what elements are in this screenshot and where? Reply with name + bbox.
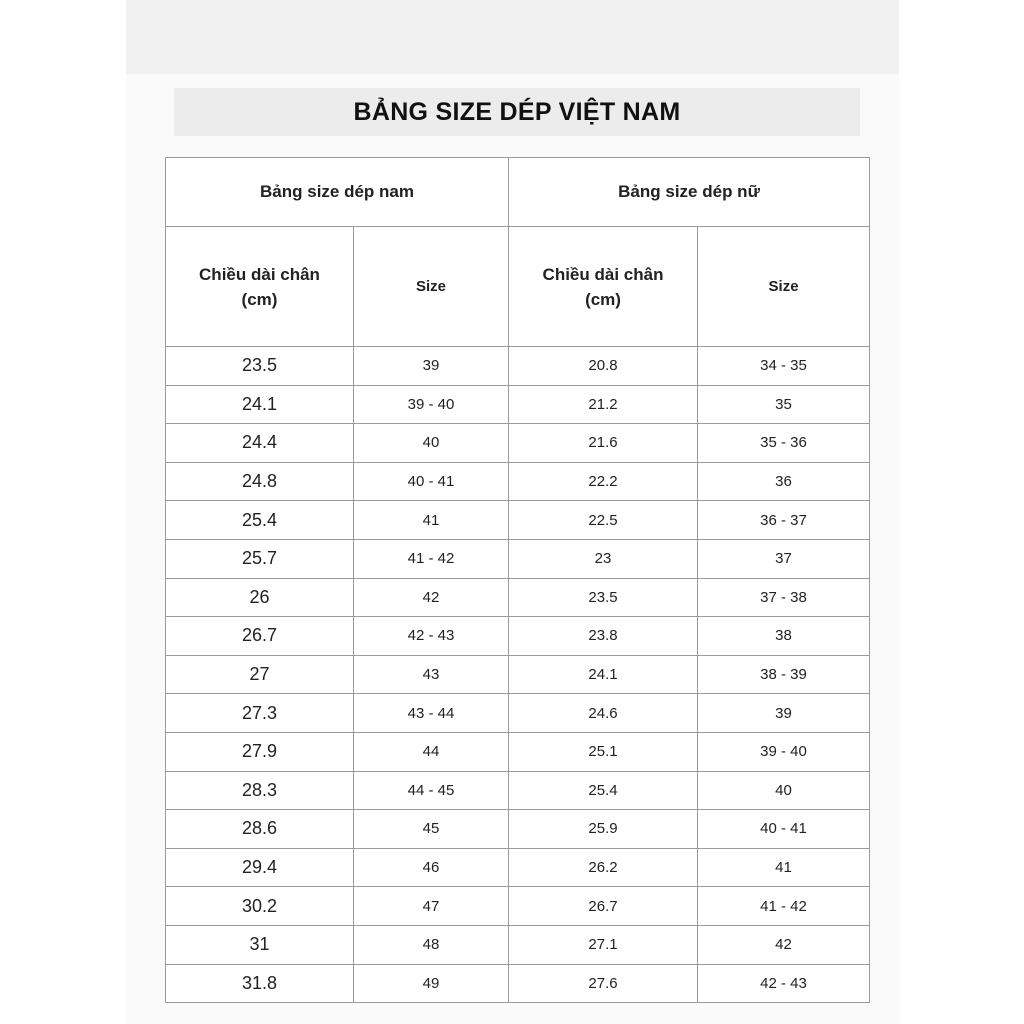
women-length-cell: 27.6 <box>509 964 698 1003</box>
women-length-header <box>509 227 698 347</box>
table-row <box>166 578 870 617</box>
top-band <box>126 0 899 74</box>
men-length-cell: 26 <box>166 578 354 617</box>
women-group-header: Bảng size dép nữ <box>509 158 870 227</box>
men-size-cell: 41 - 42 <box>354 539 509 578</box>
women-size-cell: 36 <box>698 462 870 501</box>
title-bar <box>174 88 860 136</box>
table-row <box>166 501 870 540</box>
men-size-cell: 40 <box>354 424 509 463</box>
table-row <box>166 462 870 501</box>
table-row <box>166 424 870 463</box>
table-row <box>166 655 870 694</box>
women-size-cell: 38 - 39 <box>698 655 870 694</box>
women-length-cell: 21.6 <box>509 424 698 463</box>
women-size-cell: 41 - 42 <box>698 887 870 926</box>
table-body <box>166 347 870 1003</box>
men-length-cell: 31 <box>166 925 354 964</box>
women-length-cell: 23 <box>509 539 698 578</box>
men-length-cell: 25.4 <box>166 501 354 540</box>
men-size-header: Size <box>354 227 509 347</box>
column-header-row <box>166 227 870 347</box>
women-length-cell: 24.1 <box>509 655 698 694</box>
women-size-cell: 40 - 41 <box>698 810 870 849</box>
women-size-cell: 39 - 40 <box>698 732 870 771</box>
men-size-cell: 42 <box>354 578 509 617</box>
men-length-cell: 28.6 <box>166 810 354 849</box>
men-length-cell: 26.7 <box>166 617 354 656</box>
table-row <box>166 848 870 887</box>
table-row <box>166 925 870 964</box>
men-size-cell: 44 <box>354 732 509 771</box>
women-length-cell: 22.5 <box>509 501 698 540</box>
table-row <box>166 694 870 733</box>
table-row <box>166 617 870 656</box>
men-size-cell: 42 - 43 <box>354 617 509 656</box>
women-size-cell: 36 - 37 <box>698 501 870 540</box>
women-length-cell: 25.4 <box>509 771 698 810</box>
document-page <box>126 0 899 1024</box>
table-row <box>166 964 870 1003</box>
men-size-cell: 43 - 44 <box>354 694 509 733</box>
length-header-line1: Chiều dài chân <box>199 264 320 284</box>
table-row <box>166 385 870 424</box>
group-header-row <box>166 158 870 227</box>
men-length-cell: 30.2 <box>166 887 354 926</box>
men-size-cell: 39 - 40 <box>354 385 509 424</box>
men-length-cell: 24.1 <box>166 385 354 424</box>
men-size-cell: 48 <box>354 925 509 964</box>
women-length-cell: 22.2 <box>509 462 698 501</box>
men-size-cell: 40 - 41 <box>354 462 509 501</box>
women-size-cell: 34 - 35 <box>698 347 870 386</box>
table-row <box>166 887 870 926</box>
women-size-cell: 42 <box>698 925 870 964</box>
men-length-cell: 29.4 <box>166 848 354 887</box>
women-size-cell: 39 <box>698 694 870 733</box>
men-size-cell: 39 <box>354 347 509 386</box>
women-size-cell: 35 <box>698 385 870 424</box>
men-length-cell: 27.9 <box>166 732 354 771</box>
women-length-cell: 25.9 <box>509 810 698 849</box>
men-size-cell: 46 <box>354 848 509 887</box>
men-length-cell: 24.4 <box>166 424 354 463</box>
women-length-cell: 26.2 <box>509 848 698 887</box>
men-size-cell: 45 <box>354 810 509 849</box>
men-length-cell: 25.7 <box>166 539 354 578</box>
men-size-cell: 47 <box>354 887 509 926</box>
women-length-cell: 23.8 <box>509 617 698 656</box>
women-size-cell: 37 - 38 <box>698 578 870 617</box>
men-size-cell: 44 - 45 <box>354 771 509 810</box>
men-length-cell: 27.3 <box>166 694 354 733</box>
men-length-cell: 28.3 <box>166 771 354 810</box>
women-length-cell: 20.8 <box>509 347 698 386</box>
table-row <box>166 347 870 386</box>
men-length-cell: 23.5 <box>166 347 354 386</box>
men-length-header <box>166 227 354 347</box>
women-size-cell: 37 <box>698 539 870 578</box>
women-size-cell: 40 <box>698 771 870 810</box>
men-size-cell: 43 <box>354 655 509 694</box>
length-header-line2: (cm) <box>585 289 621 309</box>
women-length-cell: 27.1 <box>509 925 698 964</box>
men-size-cell: 41 <box>354 501 509 540</box>
women-size-cell: 42 - 43 <box>698 964 870 1003</box>
table-row <box>166 539 870 578</box>
size-table <box>165 157 870 1003</box>
women-size-cell: 38 <box>698 617 870 656</box>
table-row <box>166 771 870 810</box>
women-length-cell: 24.6 <box>509 694 698 733</box>
page-title: BẢNG SIZE DÉP VIỆT NAM <box>353 97 681 126</box>
men-length-cell: 24.8 <box>166 462 354 501</box>
women-size-cell: 41 <box>698 848 870 887</box>
men-length-cell: 31.8 <box>166 964 354 1003</box>
length-header-line1: Chiều dài chân <box>542 264 664 284</box>
women-size-header: Size <box>698 227 870 347</box>
women-length-cell: 26.7 <box>509 887 698 926</box>
men-size-cell: 49 <box>354 964 509 1003</box>
women-length-cell: 21.2 <box>509 385 698 424</box>
women-length-cell: 25.1 <box>509 732 698 771</box>
table-row <box>166 810 870 849</box>
table-row <box>166 732 870 771</box>
length-header-line2: (cm) <box>241 289 278 309</box>
women-size-cell: 35 - 36 <box>698 424 870 463</box>
women-length-cell: 23.5 <box>509 578 698 617</box>
men-length-cell: 27 <box>166 655 354 694</box>
men-group-header: Bảng size dép nam <box>166 158 509 227</box>
